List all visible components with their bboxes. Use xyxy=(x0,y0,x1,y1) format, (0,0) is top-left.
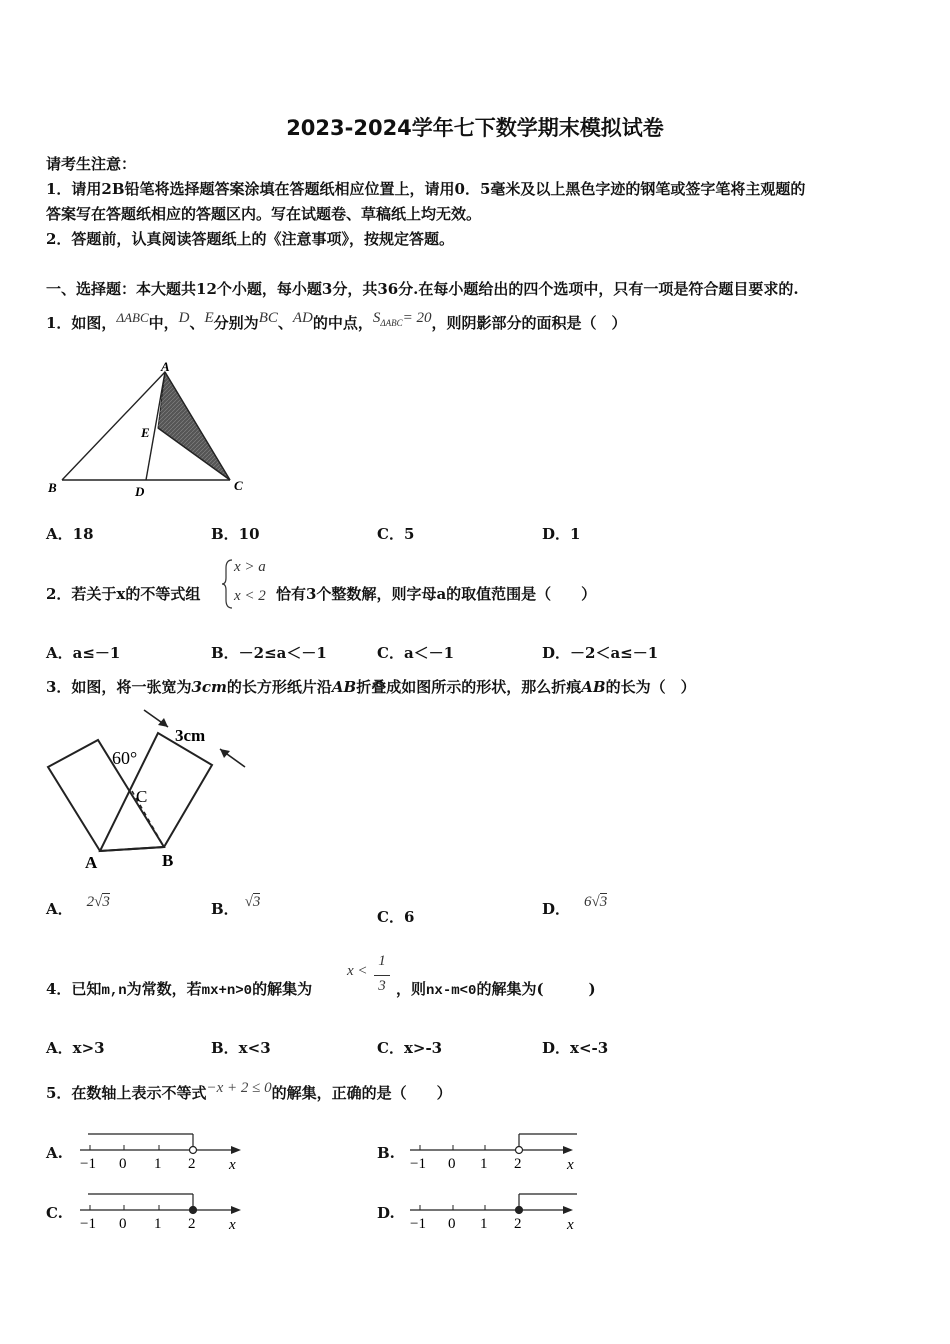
q5-option-a-label[interactable]: A. xyxy=(46,1144,63,1162)
tick-label: −1 xyxy=(410,1216,426,1232)
q4-fraction-bar xyxy=(374,975,390,976)
label-angle: 60° xyxy=(112,748,138,768)
open-point xyxy=(516,1147,523,1154)
q1-s-sub: ΔABC xyxy=(380,318,403,328)
q5-prefix: 5．在数轴上表示不等式 xyxy=(46,1084,207,1102)
shaded-hatch xyxy=(158,372,230,480)
q4-option-d[interactable]: D．x<-3 xyxy=(542,1039,609,1057)
q1-option-d[interactable]: D．1 xyxy=(542,525,581,543)
axis-label: x xyxy=(567,1217,574,1233)
q1-triangle: ΔABC xyxy=(116,310,149,325)
q3-option-d-rad: 3 xyxy=(599,894,608,910)
q3-option-d-coef: 6 xyxy=(584,894,592,910)
label-c: C xyxy=(234,478,243,493)
tick-label: −1 xyxy=(80,1156,96,1172)
q1-bc: BC xyxy=(258,310,278,326)
tick-label: 2 xyxy=(514,1156,522,1172)
q2-option-b[interactable]: B．－2≤a＜－1 xyxy=(211,644,327,662)
section-heading: 一、选择题：本大题共12个小题，每小题3分，共36分.在每小题给出的四个选项中，只有一项是符合题目要求的. xyxy=(46,280,799,298)
q5-ineq: −x + 2 ≤ 0 xyxy=(206,1080,272,1096)
closed-point xyxy=(516,1207,523,1214)
tick-label: 1 xyxy=(154,1216,162,1232)
question-3-stem xyxy=(46,676,696,697)
axis-label: x xyxy=(229,1217,236,1233)
q1-s-eq: = 20 xyxy=(402,310,432,326)
question-4-stem-2 xyxy=(396,978,596,999)
q3-option-d-label: D． xyxy=(542,900,571,918)
q3-option-b-label: B． xyxy=(211,900,239,918)
label-a: A xyxy=(85,853,98,872)
tick-label: −1 xyxy=(410,1156,426,1172)
q4-mn: m,n xyxy=(101,983,127,999)
q1-suffix: ，则阴影部分的面积是（ ） xyxy=(431,314,627,332)
q2-option-d[interactable]: D．－2＜a≤－1 xyxy=(542,644,659,662)
label-e: E xyxy=(141,425,150,440)
q3-option-b-rad: 3 xyxy=(252,894,261,910)
q4-x: x < xyxy=(347,963,368,979)
axis-label: x xyxy=(229,1157,236,1173)
q2-brace xyxy=(222,558,234,610)
q3-option-b[interactable]: B． √3 xyxy=(211,894,261,918)
q3-mid: 的长方形纸片沿 xyxy=(226,678,332,696)
q3-prefix: 3．如图，将一张宽为 xyxy=(46,678,192,696)
q5-numberline-c[interactable] xyxy=(75,1188,255,1236)
q1-option-b[interactable]: B．10 xyxy=(211,525,260,543)
q4-prefix: 4．已知 xyxy=(46,980,102,998)
q3-suffix: 的长为（ ） xyxy=(605,678,696,696)
closed-point xyxy=(190,1207,197,1214)
q4-mid3: ，则 xyxy=(396,980,427,998)
tick-label: 1 xyxy=(154,1156,162,1172)
q1-text2: 分别为 xyxy=(213,314,259,332)
notice-line-2: 2．答题前，认真阅读答题纸上的《注意事项》，按规定答题。 xyxy=(46,230,454,248)
q3-option-a-coef: 2 xyxy=(86,894,95,910)
arrowhead-1 xyxy=(158,718,168,727)
q3-option-a-rad: 3 xyxy=(102,894,110,910)
q2-ineq-1: x > a xyxy=(234,559,266,575)
q1-sep2: 、 xyxy=(277,314,293,332)
q1-figure xyxy=(40,360,260,505)
q1-text3: 的中点， xyxy=(312,314,373,332)
q3-option-a[interactable]: A． 2√3 xyxy=(46,894,110,918)
q3-figure xyxy=(40,705,250,875)
q3-ab: AB xyxy=(331,678,357,696)
tick-label: 2 xyxy=(188,1156,196,1172)
tick-label: 2 xyxy=(514,1216,522,1232)
q2-prefix: 2．若关于x的不等式组 xyxy=(46,585,201,603)
q3-option-a-label: A． xyxy=(46,900,73,918)
q1-s: S xyxy=(372,310,381,326)
q3-mid2: 折叠成如图所示的形状，那么折痕 xyxy=(356,678,582,696)
q5-suffix: 的解集，正确的是（ ） xyxy=(271,1084,452,1102)
tick-label: 2 xyxy=(188,1216,196,1232)
label-c: C xyxy=(136,787,148,806)
q1-e: E xyxy=(204,310,214,326)
notice-line-1a: 1．请用2B铅笔将选择题答案涂填在答题纸相应位置上，请用0．5毫米及以上黑色字迹的钢笔或签字笔将主观题的 xyxy=(46,180,806,198)
tick-label: 1 xyxy=(480,1156,488,1172)
tick-label: 1 xyxy=(480,1216,488,1232)
q1-prefix: 1．如图， xyxy=(46,314,117,332)
q3-ab2: AB xyxy=(581,678,606,696)
q3-width: 3cm xyxy=(191,678,227,696)
q4-option-c[interactable]: C．x>-3 xyxy=(377,1039,443,1057)
q4-mid: 为常数，若 xyxy=(126,980,202,998)
q5-option-b-label[interactable]: B. xyxy=(377,1144,395,1162)
tick-label: 0 xyxy=(448,1216,456,1232)
label-b: B xyxy=(48,480,57,495)
q5-option-d-label[interactable]: D. xyxy=(377,1204,395,1222)
q4-numerator: 1 xyxy=(378,953,386,969)
page-title: 2023-2024学年七下数学期末模拟试卷 xyxy=(286,116,664,140)
q2-option-c[interactable]: C．a＜－1 xyxy=(377,644,455,662)
tick-label: −1 xyxy=(80,1216,96,1232)
q5-numberline-a[interactable] xyxy=(75,1128,255,1176)
label-d: D xyxy=(135,484,145,499)
q4-ineq2: nx-m<0 xyxy=(426,983,477,999)
notice-line-1b: 答案写在答题纸相应的答题区内。写在试题卷、草稿纸上均无效。 xyxy=(46,205,482,223)
label-a: A xyxy=(161,360,170,374)
q1-option-a[interactable]: A．18 xyxy=(46,525,94,543)
label-width: 3cm xyxy=(175,726,206,745)
q1-d: D xyxy=(178,310,190,326)
q4-mid2: 的解集为 xyxy=(252,980,313,998)
q2-ineq-2: x < 2 xyxy=(234,588,266,604)
question-4-stem xyxy=(46,978,312,999)
q4-option-b[interactable]: B．x<3 xyxy=(211,1039,271,1057)
tick-label: 0 xyxy=(119,1216,127,1232)
q5-numberline-d[interactable] xyxy=(405,1188,585,1236)
question-1-stem xyxy=(46,312,627,333)
q3-option-d[interactable]: D． 6√3 xyxy=(542,894,608,918)
question-5-stem xyxy=(46,1082,452,1103)
q4-option-a[interactable]: A．x>3 xyxy=(46,1039,105,1057)
tick-label: 0 xyxy=(119,1156,127,1172)
q1-ad: AD xyxy=(292,310,313,326)
q5-option-c-label[interactable]: C. xyxy=(46,1204,63,1222)
notice-heading: 请考生注意： xyxy=(46,155,137,173)
label-b: B xyxy=(162,851,174,870)
open-point xyxy=(190,1147,197,1154)
axis-label: x xyxy=(567,1157,574,1173)
q3-option-c[interactable]: C．6 xyxy=(377,908,415,926)
q1-option-c[interactable]: C．5 xyxy=(377,525,415,543)
q2-suffix: 恰有3个整数解，则字母a的取值范围是（ ） xyxy=(276,585,597,603)
q1-text: 中， xyxy=(148,314,179,332)
q5-numberline-b[interactable] xyxy=(405,1128,585,1176)
q4-ineq: mx+n>0 xyxy=(201,983,253,999)
tick-label: 0 xyxy=(448,1156,456,1172)
q4-denominator: 3 xyxy=(378,978,386,994)
q4-suffix: 的解集为( ) xyxy=(476,980,596,998)
q2-option-a[interactable]: A．a≤－1 xyxy=(46,644,121,662)
q1-sep: 、 xyxy=(189,314,205,332)
arrowhead-2 xyxy=(220,749,230,758)
